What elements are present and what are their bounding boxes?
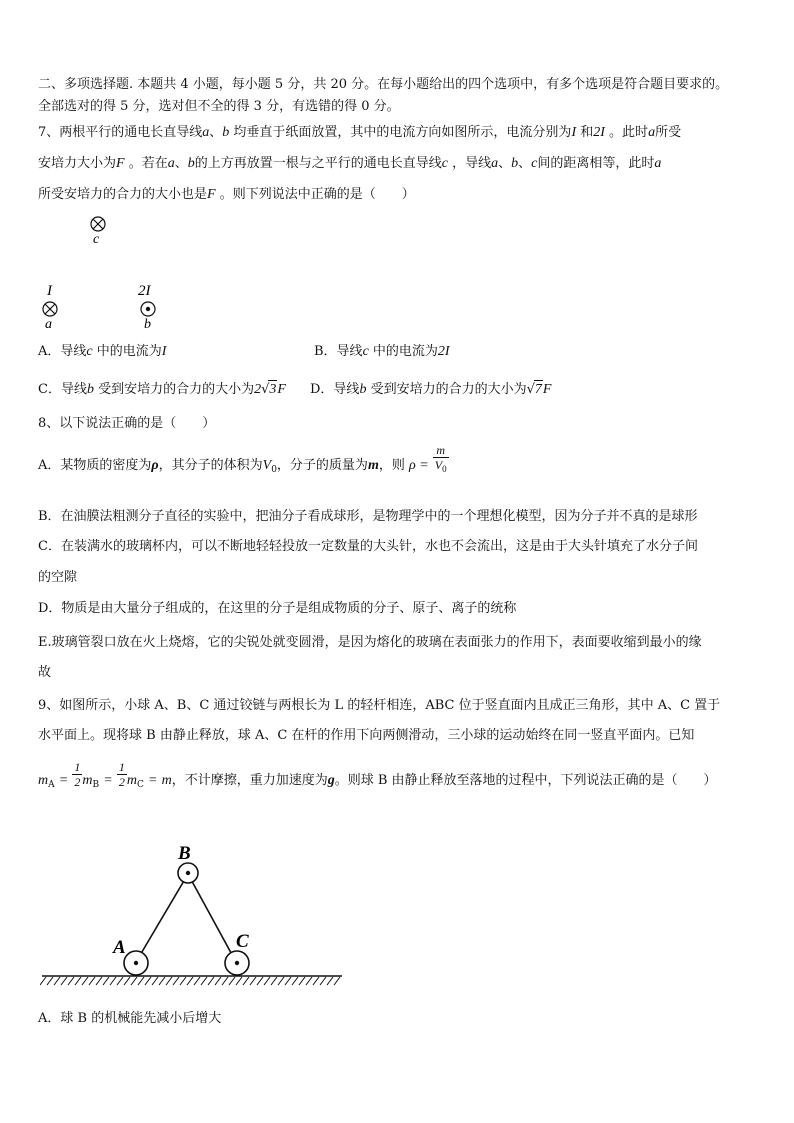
q7-text: B．导线 — [314, 344, 363, 359]
q8-option-d[interactable]: D．物质是由大量分子组成的，在这里的分子是组成物质的分子、原子、离子的统称 — [38, 601, 517, 616]
section-header-line1: 二、多项选择题. 本题共 4 小题，每小题 5 分，共 20 分。在每小题给出的四个选项中，有多个选项是符合题目要求的。 — [38, 77, 729, 92]
q7-stem-line2 — [38, 155, 661, 173]
hatch-line — [187, 977, 193, 985]
hatch-line — [47, 977, 53, 985]
wire-b — [138, 283, 155, 332]
eq-rho: ρ = — [408, 458, 429, 473]
ball-c — [225, 951, 249, 975]
hatch-line — [257, 977, 263, 985]
frac-numerator: m — [433, 443, 449, 458]
subscript-0: 0 — [271, 465, 277, 475]
q7-text: 中的电流为 — [92, 344, 162, 359]
hatch-line — [138, 977, 144, 985]
hatch-line — [299, 977, 305, 985]
hatch-line — [334, 977, 340, 985]
hatch-line — [201, 977, 207, 985]
q9-text: ，不计摩擦，重力加速度为 — [171, 773, 328, 788]
var-F: F — [277, 382, 286, 397]
var-F: F — [116, 156, 125, 171]
q8-option-e-line1[interactable]: E.玻璃管裂口放在火上烧熔，它的尖锐处就变圆滑，是因为熔化的玻璃在表面张力的作用下，表面要收缩到最小的缘 — [38, 635, 702, 650]
q9-stem-line2: 水平面上。现将球 B 由静止释放，球 A、C 在杆的作用下向两侧滑动，三小球的运动始终在同一竖直平面内。已知 — [38, 728, 695, 743]
fraction-m-over-v0 — [433, 443, 449, 476]
q7-text: ，导线 — [447, 156, 492, 171]
var-c: c — [86, 344, 93, 359]
hatch-line — [117, 977, 123, 985]
var-g: g — [327, 773, 335, 788]
sqrt-3: 3 — [269, 382, 277, 397]
sqrt-7: 7 — [534, 382, 542, 397]
wire-a-label: a — [45, 317, 52, 332]
var-m: m — [82, 773, 93, 788]
label-a: A — [113, 937, 126, 958]
var-a: a — [167, 156, 175, 171]
rod-bc — [188, 874, 236, 962]
wire-b-label: b — [144, 317, 151, 332]
q8-text: A．某物质的密度为 — [38, 458, 152, 473]
var-m: m — [367, 458, 379, 473]
hatch-line — [313, 977, 319, 985]
q7-option-b[interactable] — [314, 343, 450, 361]
hatch-line — [131, 977, 137, 985]
hatch-line — [285, 977, 291, 985]
ball-b — [178, 863, 198, 883]
hatch-line — [75, 977, 81, 985]
frac-numerator: 1 — [74, 760, 81, 774]
q8-text: ，则 — [378, 458, 405, 473]
q7-wire-figure — [30, 205, 190, 335]
var-rho: ρ — [151, 458, 159, 473]
hatch-line — [124, 977, 130, 985]
q9-text: 。则球 B 由静止释放至落地的过程中，下列说法正确的是（ ） — [334, 773, 717, 788]
fraction-half — [72, 760, 82, 789]
q8-option-b[interactable]: B．在油膜法粗测分子直径的实验中，把油分子看成球形，是物理学中的一个理想化模型，因为分子并不真的是球形 — [38, 509, 698, 524]
var-b: b — [187, 156, 195, 171]
q7-text: D．导线 — [310, 382, 360, 397]
var-c: c — [441, 156, 448, 171]
q7-text: 所受 — [655, 125, 682, 140]
var-a: a — [654, 156, 662, 171]
q8-option-c-line1[interactable]: C．在装满水的玻璃杯内，可以不断地轻轻投放一定数量的大头针，水也不会流出，这是由于大头针填充了水分子间 — [38, 539, 698, 554]
q7-text: 受到安培力的合力的大小为 — [366, 382, 527, 397]
hatch-line — [173, 977, 179, 985]
wire-a — [43, 283, 57, 332]
hatch-line — [306, 977, 312, 985]
hatch-line — [222, 977, 228, 985]
var-2I: 2I — [437, 344, 450, 359]
q7-text: 和 — [576, 125, 594, 140]
equals-sign: = — [58, 773, 69, 788]
hatch-line — [152, 977, 158, 985]
subscript-B: B — [92, 780, 100, 790]
q7-stem-line3 — [38, 186, 415, 204]
hatch-line — [229, 977, 235, 985]
q7-option-a[interactable] — [38, 343, 166, 361]
label-b: B — [178, 843, 191, 864]
var-b: b — [359, 382, 367, 397]
q7-text: 中的电流为 — [368, 344, 438, 359]
q7-text: 7、两根平行的通电长直导线 — [38, 125, 203, 140]
var-V0: V — [262, 458, 272, 473]
q7-text: 受到安培力的合力的大小为 — [93, 382, 255, 397]
q8-text: ，分子的质量为 — [276, 458, 368, 473]
var-m: m — [38, 773, 49, 788]
equals-sign: = — [148, 773, 158, 788]
hatch-line — [243, 977, 249, 985]
equals-sign: = — [103, 773, 113, 788]
hatch-line — [82, 977, 88, 985]
var-I: I — [571, 125, 577, 140]
hatch-line — [54, 977, 60, 985]
q7-text: C．导线 — [38, 382, 87, 397]
subscript-C: C — [136, 780, 144, 790]
q7-text: A．导线 — [38, 344, 87, 359]
label-c: C — [236, 931, 249, 952]
var-m: m — [126, 773, 137, 788]
subscript-0: 0 — [442, 464, 447, 474]
coef-2: 2 — [254, 382, 262, 397]
frac-denominator: 2 — [74, 775, 81, 789]
sqrt-sign: √ — [261, 382, 270, 397]
frac-numerator: 1 — [118, 760, 125, 774]
hatch-line — [103, 977, 109, 985]
q7-text: 、 — [518, 156, 532, 171]
hatch-line — [166, 977, 172, 985]
hatch-line — [278, 977, 284, 985]
hatch-line — [180, 977, 186, 985]
var-b: b — [222, 125, 230, 140]
q8-option-e-line2[interactable]: 故 — [38, 665, 52, 680]
hatch-line — [250, 977, 256, 985]
q7-text: 。若在 — [124, 156, 168, 171]
q8-text: ，其分子的体积为 — [158, 458, 263, 473]
q7-text: 安培力大小为 — [38, 156, 117, 171]
q8-stem: 8、以下说法正确的是（ ） — [38, 416, 216, 431]
q7-text: 均垂直于纸面放置，其中的电流方向如图所示，电流分别为 — [229, 125, 572, 140]
subscript-A: A — [48, 780, 55, 790]
var-c: c — [362, 344, 369, 359]
hatch-line — [61, 977, 67, 985]
var-b: b — [86, 382, 94, 397]
hatch-line — [110, 977, 116, 985]
var-m: m — [161, 773, 172, 788]
section-header-line2: 全部选对的得 5 分，选对但不全的得 3 分，有选错的得 0 分。 — [38, 99, 400, 114]
q7-text: 、 — [498, 156, 512, 171]
q9-option-a[interactable]: A．球 B 的机械能先减小后增大 — [38, 1011, 222, 1026]
hatch-line — [145, 977, 151, 985]
q8-option-c-line2[interactable]: 的空隙 — [38, 570, 78, 585]
hatch-line — [320, 977, 326, 985]
hatch-line — [89, 977, 95, 985]
var-c: c — [531, 156, 538, 171]
hatch-line — [194, 977, 200, 985]
var-a: a — [491, 156, 499, 171]
wire-c — [91, 217, 105, 247]
q8-option-a[interactable] — [38, 443, 449, 479]
var-a: a — [648, 125, 656, 140]
hatch-line — [159, 977, 165, 985]
q7-text: 的上方再放置一根与之平行的通电长直导线 — [194, 156, 442, 171]
q7-text: 、 — [174, 156, 188, 171]
wire-c-label: c — [93, 232, 100, 247]
hatch-line — [271, 977, 277, 985]
q7-text: 所受安培力的合力的大小也是 — [38, 187, 208, 202]
var-a: a — [202, 125, 210, 140]
q7-text: 。则下列说法中正确的是（ ） — [215, 187, 415, 202]
q7-stem-line1 — [38, 124, 681, 142]
var-2I: 2I — [593, 125, 605, 140]
hatch-line — [327, 977, 333, 985]
ball-a — [124, 951, 148, 975]
q7-text: 。此时 — [604, 125, 649, 140]
var-I: I — [161, 344, 167, 359]
q7-text: 、 — [209, 125, 223, 140]
var-F: F — [207, 187, 216, 202]
var-b: b — [511, 156, 519, 171]
hatch-line — [215, 977, 221, 985]
q9-stem-line3 — [38, 760, 717, 794]
hatch-line — [292, 977, 298, 985]
q7-text: 间的距离相等，此时 — [537, 156, 655, 171]
hatch-line — [264, 977, 270, 985]
hatch-line — [68, 977, 74, 985]
hatch-line — [40, 977, 46, 985]
hatch-line — [208, 977, 214, 985]
q9-triangle-figure — [40, 840, 350, 990]
q7-option-c[interactable] — [38, 380, 286, 399]
q7-option-d[interactable] — [310, 380, 551, 399]
fraction-half — [117, 760, 127, 789]
q9-stem-line1: 9、如图所示，小球 A、B、C 通过铰链与两根长为 L 的轻杆相连，ABC 位于竖直面内且成正三角形，其中 A、C 置于 — [38, 698, 721, 713]
sqrt-sign: √ — [526, 382, 535, 397]
wire-b-current-label: 2I — [138, 283, 151, 299]
hatch-line — [236, 977, 242, 985]
var-V: V — [434, 458, 443, 472]
var-F: F — [542, 382, 552, 397]
frac-denominator: 2 — [118, 775, 125, 789]
ground-hatching — [40, 977, 340, 985]
wire-a-current-label: I — [47, 283, 52, 299]
hatch-line — [96, 977, 102, 985]
rod-ab — [136, 874, 188, 962]
frac-denominator — [433, 458, 449, 476]
